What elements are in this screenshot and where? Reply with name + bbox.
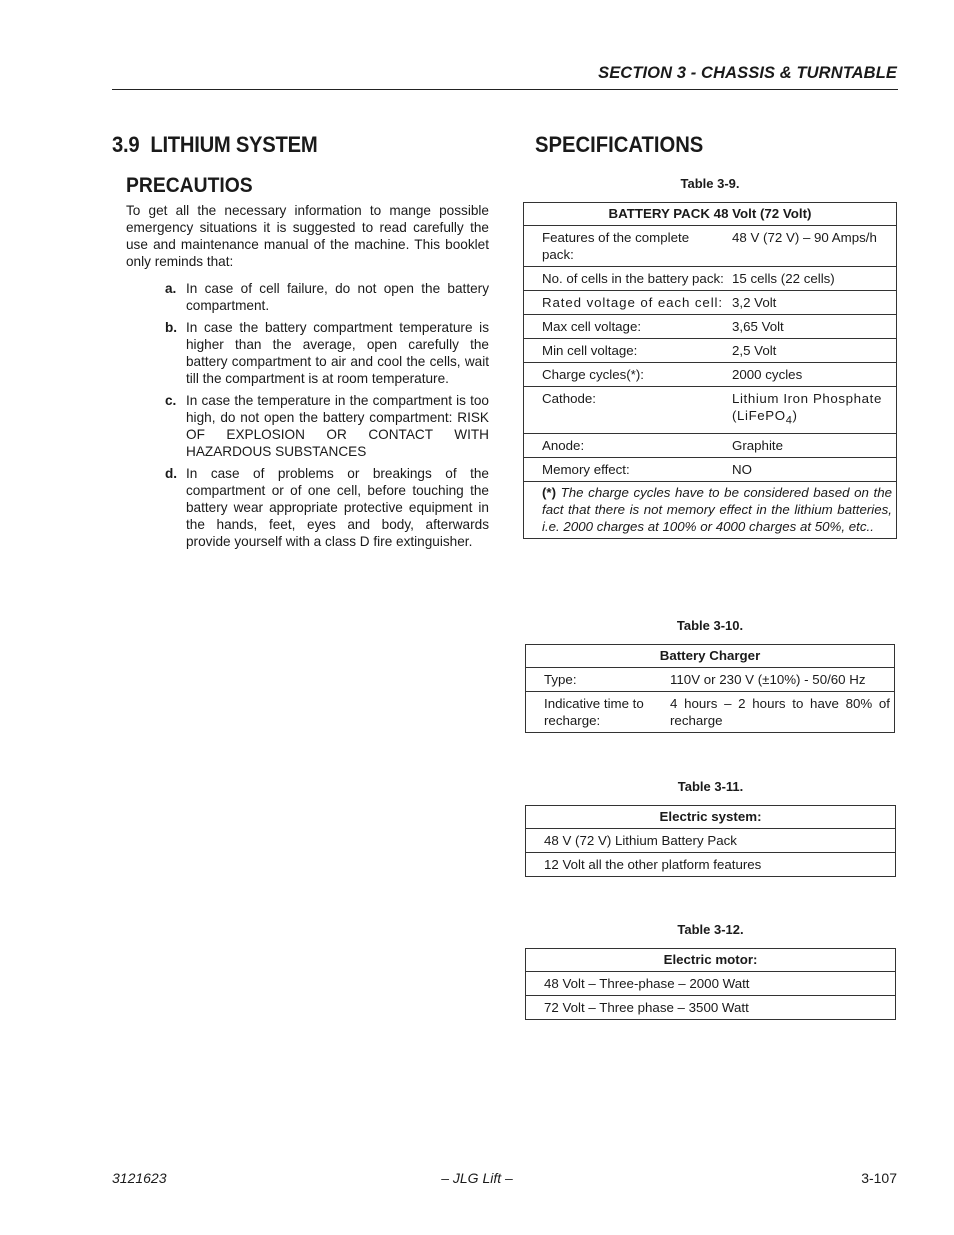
- table-caption: Table 3-12.: [677, 922, 744, 937]
- row-label: Memory effect:: [524, 457, 729, 481]
- row-label: No. of cells in the battery pack:: [524, 267, 729, 291]
- list-text: In case of cell failure, do not open the battery compartment.: [186, 281, 489, 313]
- table-header: Electric system:: [526, 806, 896, 829]
- battery-charger-table: [525, 644, 895, 733]
- table-header: Electric motor:: [526, 949, 896, 972]
- table-caption: Table 3-10.: [676, 618, 744, 633]
- table-row: [524, 387, 897, 434]
- row-value: [728, 387, 897, 434]
- table-note-row: [524, 481, 897, 538]
- list-item: [165, 319, 489, 387]
- header-rule: [112, 89, 898, 90]
- list-item: [165, 392, 489, 460]
- row-value: 3,2 Volt: [728, 291, 897, 315]
- row-label: Indicative time to recharge:: [526, 692, 667, 733]
- row-label: Anode:: [524, 433, 729, 457]
- list-letter: a.: [165, 281, 177, 296]
- row-label: Min cell voltage:: [524, 339, 729, 363]
- row-label: Features of the complete pack:: [524, 226, 729, 267]
- row-value: 48 Volt – Three-phase – 2000 Watt: [526, 972, 896, 996]
- section-header: SECTION 3 - CHASSIS & TURNTABLE: [598, 64, 897, 82]
- table-caption: Table 3-9.: [680, 176, 740, 191]
- list-text: In case the battery compartment temperature is higher than the average, open carefully the battery compartment to air and cool the cells, wait till the compartment is at room temperature.: [186, 320, 489, 386]
- table-row: [526, 996, 896, 1020]
- row-value: NO: [728, 457, 897, 481]
- row-label: Charge cycles(*):: [524, 363, 729, 387]
- section-heading: [112, 132, 317, 158]
- row-value: 4 hours – 2 hours to have 80% of recharge: [666, 692, 895, 733]
- table-caption: Table 3-11.: [677, 779, 744, 794]
- table-row: [524, 457, 897, 481]
- table-row: [526, 829, 896, 853]
- list-item: [165, 280, 489, 314]
- row-value: 3,65 Volt: [728, 315, 897, 339]
- row-value: 2,5 Volt: [728, 339, 897, 363]
- list-letter: c.: [165, 393, 177, 408]
- table-header: BATTERY PACK 48 Volt (72 Volt): [524, 203, 897, 226]
- table-header: Battery Charger: [526, 645, 895, 668]
- electric-system-table: [525, 805, 896, 877]
- cathode-value-end: ): [792, 408, 798, 423]
- cathode-value: Lithium Iron Phosphate (LiFePO: [732, 391, 882, 423]
- doc-number: 3121623: [112, 1170, 167, 1186]
- publisher: – JLG Lift –: [441, 1170, 513, 1186]
- row-value: 15 cells (22 cells): [728, 267, 897, 291]
- table-row: [524, 433, 897, 457]
- precautions-heading: PRECAUTIOS: [126, 174, 253, 197]
- list-letter: d.: [165, 466, 178, 481]
- table-row: [524, 315, 897, 339]
- section-number: 3.9: [112, 132, 140, 157]
- battery-pack-table: [523, 202, 897, 539]
- specifications-heading: SPECIFICATIONS: [535, 132, 704, 157]
- table-row: [524, 267, 897, 291]
- row-value: 2000 cycles: [728, 363, 897, 387]
- table-row: [526, 668, 895, 692]
- list-text: In case of problems or breakings of the compartment or of one cell, before touching the battery wear appropriate protective equipment in the hands, feet, eyes and body, afterwards provide yourself with a class D fire extinguisher.: [186, 466, 489, 549]
- row-label: Type:: [526, 668, 667, 692]
- intro-paragraph: To get all the necessary information to mange possible emergency situations it is suggested to read carefully the use and maintenance manual of the machine. This booklet only reminds that:: [126, 203, 489, 269]
- cathode-subscript: 4: [785, 414, 793, 427]
- table-row: [524, 291, 897, 315]
- list-item: [165, 465, 489, 550]
- electric-motor-table: [525, 948, 896, 1020]
- row-value: 12 Volt all the other platform features: [526, 853, 896, 877]
- note-text: The charge cycles have to be considered based on the fact that there is not memory effect in the lithium batteries, i.e. 2000 charges at 100% or 4000 charges at 50%, etc..: [542, 484, 892, 534]
- table-row: [524, 339, 897, 363]
- note-marker: (*): [542, 484, 557, 500]
- table-row: [526, 692, 895, 733]
- row-value: Graphite: [728, 433, 897, 457]
- table-note: [524, 481, 897, 538]
- list-text: In case the temperature in the compartment is too high, do not open the battery compartment: RISK OF EXPLOSION OR CONTACT WITH HAZARDOUS SUBSTANCES: [186, 393, 489, 459]
- table-row: [524, 363, 897, 387]
- table-row: [524, 226, 897, 267]
- row-label: Max cell voltage:: [524, 315, 729, 339]
- table-row: [526, 853, 896, 877]
- page-number: 3-107: [861, 1170, 897, 1186]
- row-value: 48 V (72 V) – 90 Amps/h: [728, 226, 897, 267]
- precaution-list: [165, 280, 489, 555]
- row-label: Cathode:: [524, 387, 729, 434]
- row-value: 48 V (72 V) Lithium Battery Pack: [526, 829, 896, 853]
- list-letter: b.: [165, 320, 178, 335]
- section-title: LITHIUM SYSTEM: [150, 132, 318, 157]
- row-value: 110V or 230 V (±10%) - 50/60 Hz: [666, 668, 895, 692]
- table-row: [526, 972, 896, 996]
- row-value: 72 Volt – Three phase – 3500 Watt: [526, 996, 896, 1020]
- row-label: Rated voltage of each cell:: [524, 291, 729, 315]
